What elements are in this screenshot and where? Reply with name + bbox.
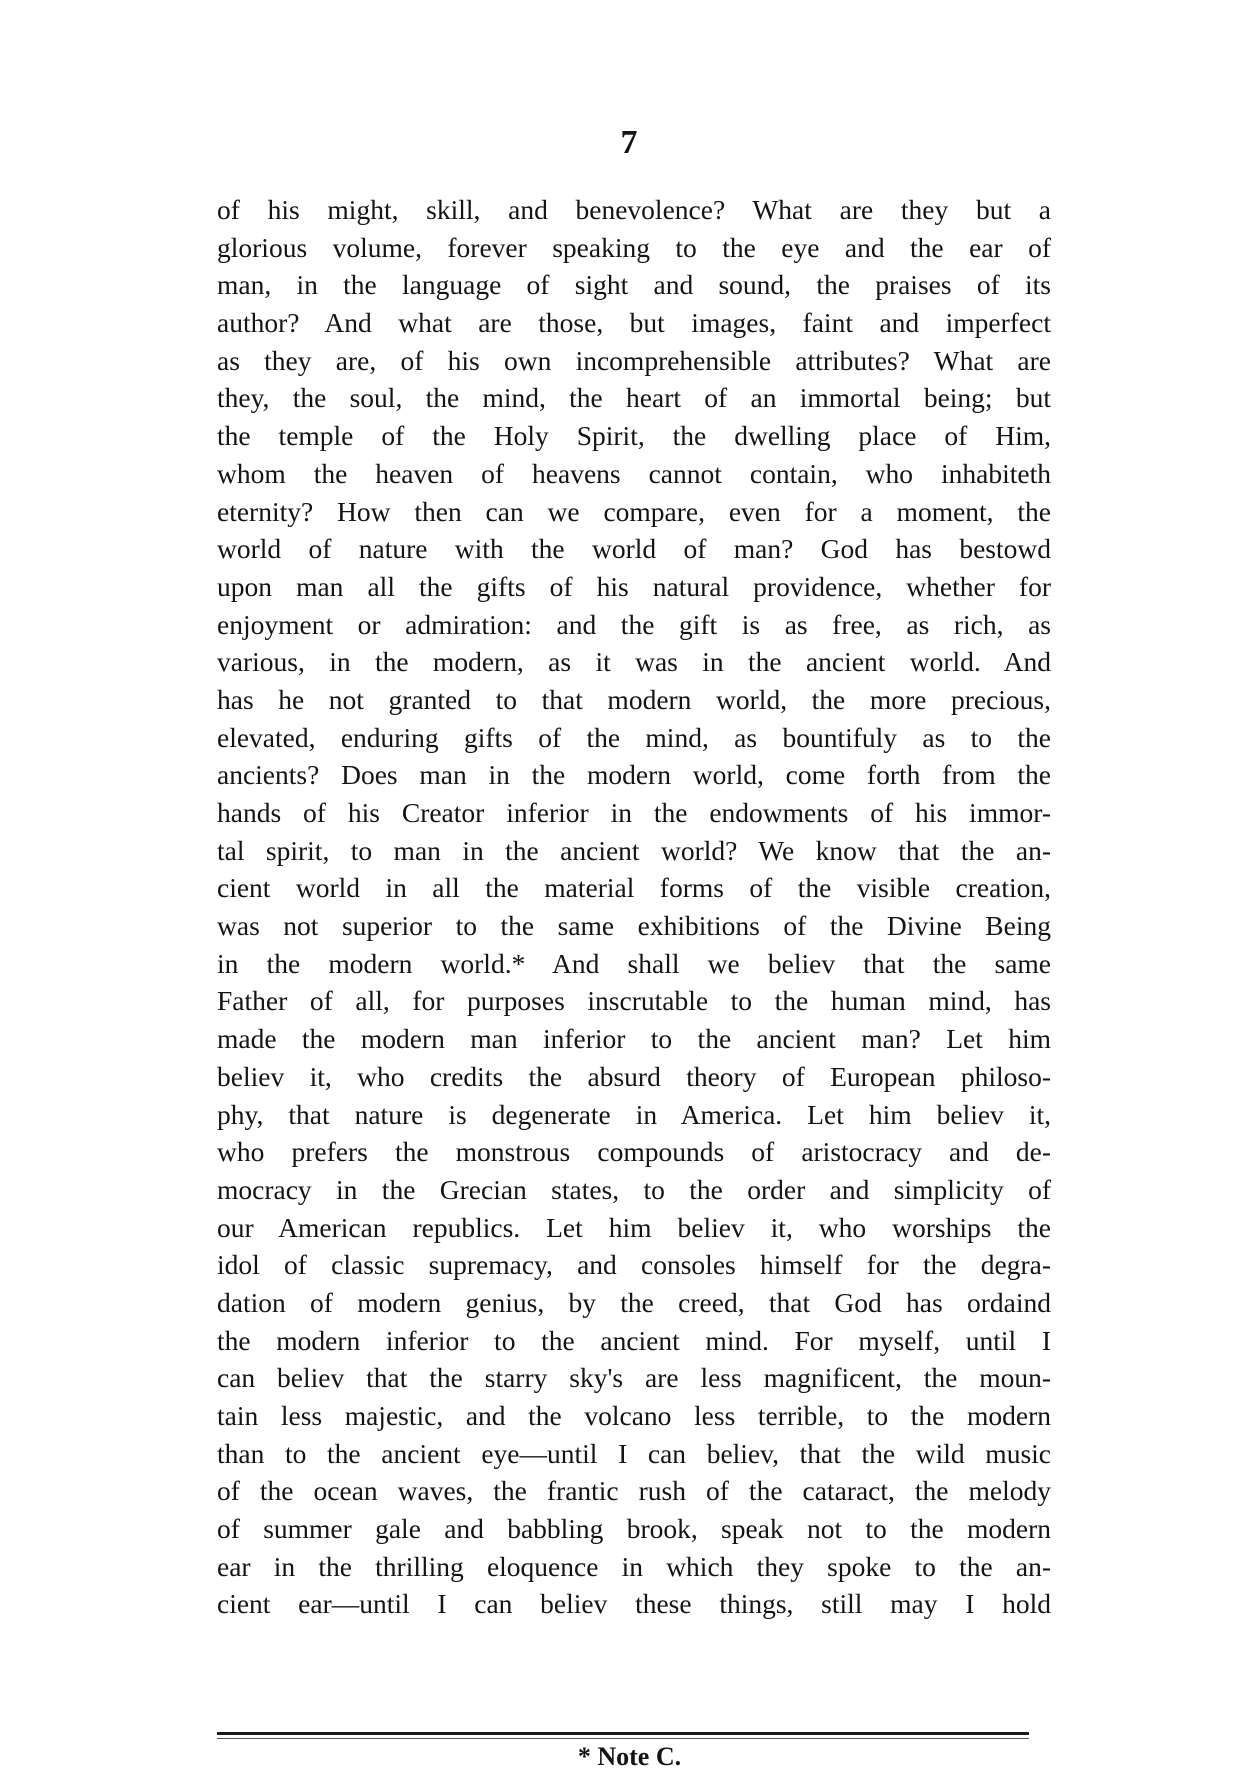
- text-line: made the modern man inferior to the ancient man? Let him: [217, 1023, 1051, 1055]
- footnote-divider: [217, 1732, 1029, 1735]
- text-line: who prefers the monstrous compounds of aristocracy and de-: [217, 1136, 1051, 1168]
- text-line: enjoyment or admiration: and the gift is as free, as rich, as: [217, 608, 1051, 640]
- footnote: * Note C.: [577, 1742, 682, 1771]
- page-number: 7: [620, 124, 639, 161]
- text-line: whom the heaven of heavens cannot contain, who inhabiteth: [217, 457, 1051, 489]
- text-line: has he not granted to that modern world, the more precious,: [217, 683, 1051, 715]
- text-line: ear in the thrilling eloquence in which they spoke to the an-: [217, 1550, 1051, 1582]
- text-line: cient world in all the material forms of the visible creation,: [217, 872, 1051, 904]
- text-line: the modern inferior to the ancient mind. For myself, until I: [217, 1324, 1051, 1356]
- text-line: ancients? Does man in the modern world, come forth from the: [217, 759, 1051, 791]
- text-line: man, in the language of sight and sound, the praises of its: [217, 269, 1051, 301]
- text-line: phy, that nature is degenerate in America. Let him believ it,: [217, 1098, 1051, 1130]
- text-line: of the ocean waves, the frantic rush of the cataract, the melody: [217, 1475, 1051, 1507]
- text-line: mocracy in the Grecian states, to the order and simplicity of: [217, 1173, 1051, 1205]
- text-line: as they are, of his own incomprehensible attributes? What are: [217, 344, 1051, 376]
- text-line: tal spirit, to man in the ancient world? We know that the an-: [217, 834, 1051, 866]
- footnote-divider-thin: [217, 1738, 1029, 1739]
- text-line: than to the ancient eye—until I can believ, that the wild music: [217, 1437, 1051, 1469]
- text-line: glorious volume, forever speaking to the eye and the ear of: [217, 231, 1051, 263]
- text-line: our American republics. Let him believ it, who worships the: [217, 1211, 1051, 1243]
- text-line: in the modern world.* And shall we believ that the same: [217, 947, 1051, 979]
- text-line: Father of all, for purposes inscrutable to the human mind, has: [217, 985, 1051, 1017]
- text-line: elevated, enduring gifts of the mind, as bountifuly as to the: [217, 721, 1051, 753]
- text-line: can believ that the starry sky's are less magnificent, the moun-: [217, 1362, 1051, 1394]
- text-line: tain less majestic, and the volcano less terrible, to the modern: [217, 1400, 1051, 1431]
- text-line: was not superior to the same exhibitions of the Divine Being: [217, 910, 1051, 942]
- text-line: the temple of the Holy Spirit, the dwelling place of Him,: [217, 420, 1051, 452]
- text-line: idol of classic supremacy, and consoles himself for the degra-: [217, 1249, 1051, 1281]
- text-line: cient ear—until I can believ these things, still may I hold: [217, 1588, 1051, 1620]
- text-line: dation of modern genius, by the creed, that God has ordaind: [217, 1286, 1051, 1318]
- text-line: eternity? How then can we compare, even for a moment, the: [217, 495, 1051, 527]
- text-line: various, in the modern, as it was in the ancient world. And: [217, 646, 1051, 678]
- text-line: world of nature with the world of man? God has bestowd: [217, 533, 1051, 565]
- text-line: they, the soul, the mind, the heart of an immortal being; but: [217, 382, 1051, 414]
- text-line: of his might, skill, and benevolence? What are they but a: [217, 194, 1051, 225]
- body-text: [217, 191, 1051, 1623]
- text-line: author? And what are those, but images, faint and imperfect: [217, 307, 1051, 339]
- text-line: upon man all the gifts of his natural providence, whether for: [217, 570, 1051, 602]
- text-line: of summer gale and babbling brook, speak not to the modern: [217, 1513, 1051, 1545]
- text-line: hands of his Creator inferior in the endowments of his immor-: [217, 797, 1051, 828]
- text-line: believ it, who credits the absurd theory of European philoso-: [217, 1060, 1051, 1092]
